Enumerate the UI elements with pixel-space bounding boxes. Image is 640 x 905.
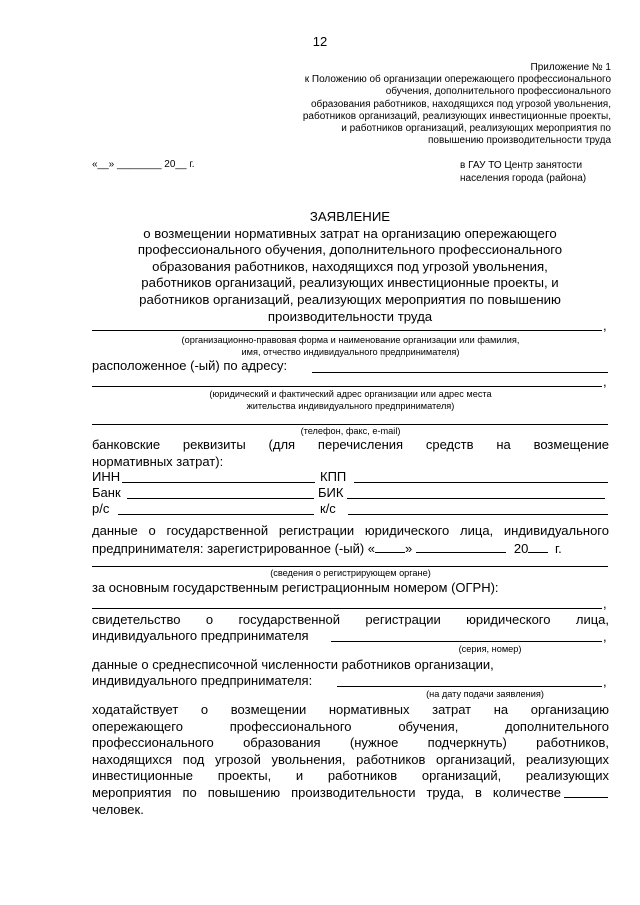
- reg-month-field[interactable]: [416, 540, 506, 553]
- appendix-line: образования работников, находящихся под угрозой увольнения,: [310, 98, 611, 110]
- appendix-line: Приложение № 1: [530, 62, 611, 73]
- date-submit-caption: (на дату подачи заявления): [426, 689, 544, 699]
- ogrn-field[interactable]: [92, 608, 602, 609]
- recipient-line: в ГАУ ТО Центр занятости: [460, 160, 583, 171]
- ks-label: к/с: [320, 501, 336, 516]
- title-line: работников организаций, реализующих мероприятия по повышению: [139, 291, 561, 307]
- date-line: «__» ________ 20__ г.: [92, 159, 195, 170]
- appendix-header: [303, 62, 611, 147]
- org-name-caption: (организационно-правовая форма и наименование организации или фамилия, имя, отчество индивидуального предпринимателя): [181, 335, 520, 357]
- reg-day-field[interactable]: [375, 540, 405, 553]
- appendix-line: и работников организаций, реализующих мероприятия по: [341, 123, 611, 135]
- bank-details-text: банковские реквизиты (для перечисления средств на возмещение нормативных затрат):: [92, 437, 609, 469]
- title-heading: ЗАЯВЛЕНИЕ: [309, 209, 391, 224]
- org-name-line[interactable]: [92, 330, 602, 331]
- ks-field[interactable]: [348, 514, 608, 515]
- inn-label: ИНН: [92, 469, 121, 484]
- headcount-field[interactable]: [337, 686, 602, 687]
- bik-label: БИК: [318, 485, 344, 500]
- series-caption: (серия, номер): [458, 644, 522, 654]
- headcount-text: данные о среднесписочной численности работников организации,: [92, 657, 494, 672]
- inn-field[interactable]: [122, 482, 315, 483]
- bank-field[interactable]: [127, 498, 314, 499]
- appendix-line: повышению производительности труда: [428, 135, 611, 147]
- quantity-field[interactable]: [564, 797, 608, 798]
- bank-label: Банк: [92, 485, 121, 500]
- certificate-field[interactable]: [331, 641, 602, 642]
- kpp-label: КПП: [320, 469, 347, 484]
- ogrn-label: за основным государственным регистрационным номером (ОГРН):: [92, 580, 499, 595]
- appendix-line: к Положению об организации опережающего профессионального: [304, 74, 611, 86]
- title-line: производительности труда: [267, 308, 433, 324]
- address-label: расположенное (-ый) по адресу:: [92, 358, 288, 373]
- registration-text: данные о государственной регистрации юридического лица, индивидуального: [92, 523, 609, 538]
- appendix-line: обучения, дополнительного профессионального: [385, 86, 611, 98]
- recipient-line: населения города (района): [460, 173, 587, 184]
- reg-year-field[interactable]: [528, 540, 548, 553]
- registration-date-line: предпринимателя: зарегистрированное (-ый) « » 20 г.: [92, 541, 562, 556]
- bik-field[interactable]: [347, 498, 605, 499]
- title-line: о возмещении нормативных затрат на организацию опережающего: [143, 225, 557, 241]
- certificate-label: индивидуального предпринимателя: [92, 628, 309, 643]
- contacts-caption: (телефон, факс, e-mail): [300, 426, 401, 436]
- address-line-1[interactable]: [312, 372, 608, 373]
- headcount-label: индивидуального предпринимателя:: [92, 673, 313, 688]
- kpp-field[interactable]: [354, 482, 608, 483]
- registrar-caption: (сведения о регистрирующем органе): [270, 568, 431, 578]
- rs-label: р/с: [92, 501, 110, 516]
- title-line: работников организаций, реализующих инвестиционные проекты, и: [141, 275, 559, 291]
- page-number: 12: [312, 34, 328, 49]
- recipient: [460, 159, 586, 185]
- appendix-line: работников организаций, реализующих инвестиционные проекты,: [302, 110, 611, 122]
- document-title: [80, 209, 620, 325]
- address-line-2[interactable]: [92, 386, 602, 387]
- title-line: образования работников, находящихся под угрозой увольнения,: [152, 258, 548, 274]
- petition-text: ходатайствует о возмещении нормативных затрат на организацию опережающего профессионального обучения, дополнительного профессионального образования (нужное подчеркнуть) работников, находящихся под угрозой увольнения, работников организаций, реализующих инвестиционные проекты, и работников организаций, реализующих мероприятия по повышению производительности труда, в количестве человек.: [92, 702, 609, 817]
- title-line: профессионального обучения, дополнительного профессионального: [137, 242, 563, 258]
- rs-field[interactable]: [118, 514, 314, 515]
- certificate-text: свидетельство о государственной регистрации юридического лица,: [92, 612, 609, 627]
- address-caption: (юридический и фактический адрес организации или адрес места жительства индивидуального предпринимателя): [209, 389, 492, 411]
